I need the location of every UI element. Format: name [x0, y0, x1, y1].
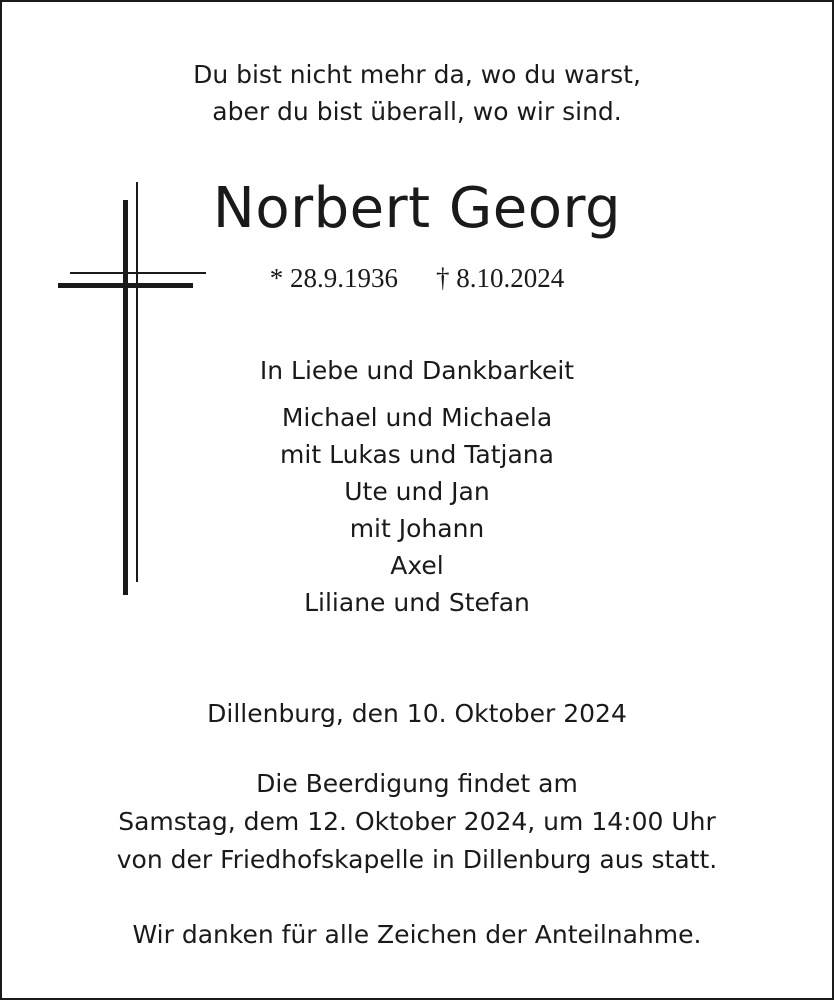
- thanks-line: Wir danken für alle Zeichen der Anteilnahme.: [132, 920, 702, 949]
- mourner-name: Michael und Michaela: [281, 403, 553, 432]
- funeral-line-3: von der Friedhofskapelle in Dillenburg aus statt.: [116, 845, 718, 874]
- deceased-name: Norbert Georg: [212, 176, 622, 241]
- motto-line-1: Du bist nicht mehr da, wo du warst,: [193, 60, 641, 89]
- funeral-line-1: Die Beerdigung findet am: [256, 769, 578, 798]
- death-date: † 8.10.2024: [436, 263, 565, 293]
- mourner-name: Liliane und Stefan: [304, 588, 530, 617]
- mourner-name: Axel: [390, 551, 444, 580]
- birth-date: * 28.9.1936: [269, 263, 398, 293]
- place-date: Dillenburg, den 10. Oktober 2024: [207, 699, 627, 728]
- funeral-line-2: Samstag, dem 12. Oktober 2024, um 14:00 Uhr: [118, 807, 716, 836]
- motto-line-2: aber du bist überall, wo wir sind.: [212, 97, 622, 126]
- life-dates: [2, 260, 832, 296]
- mourner-name: mit Lukas und Tatjana: [280, 440, 554, 469]
- mourners-intro: In Liebe und Dankbarkeit: [259, 356, 575, 385]
- mourner-name: Ute und Jan: [344, 477, 490, 506]
- mourner-name: mit Johann: [349, 514, 485, 543]
